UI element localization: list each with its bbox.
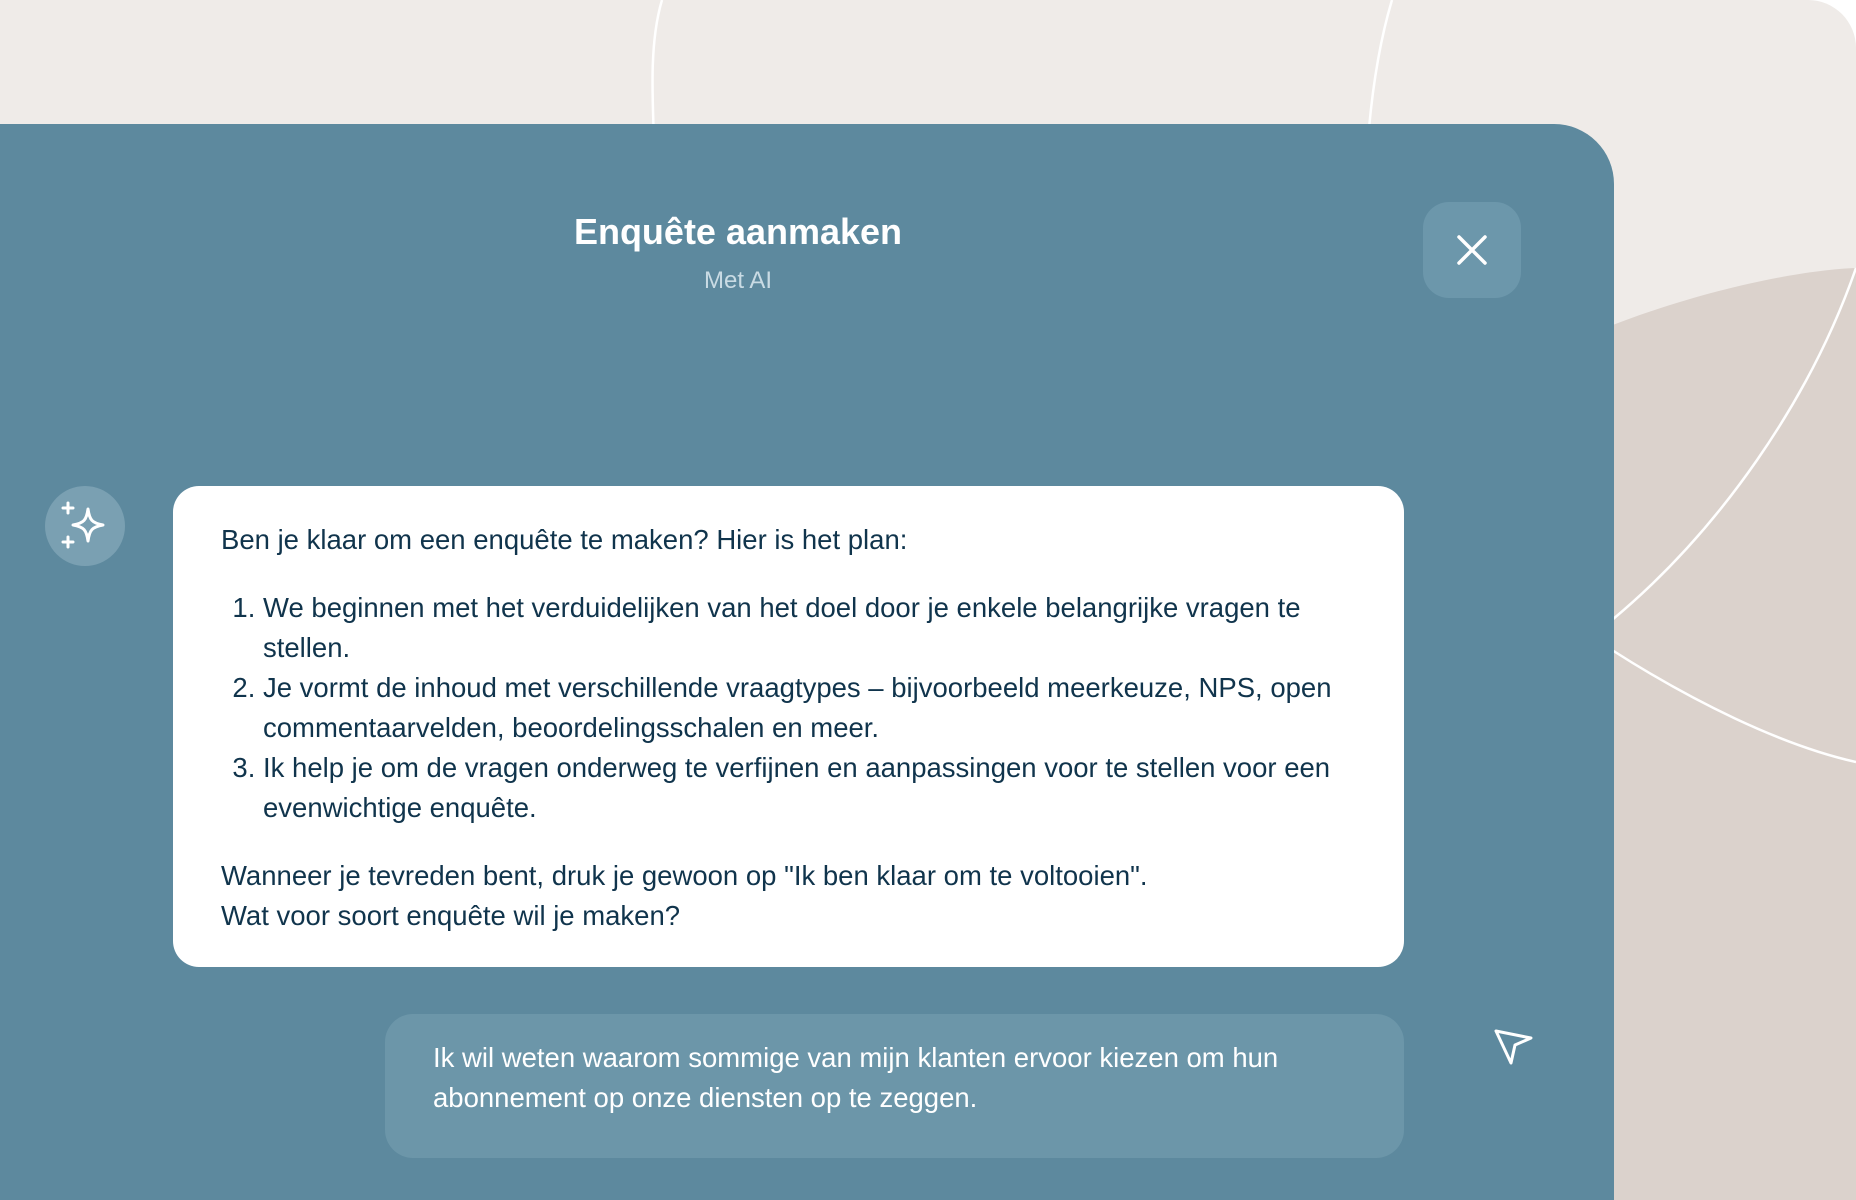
background-arc-left: [652, 0, 662, 140]
close-button[interactable]: [1423, 202, 1521, 298]
assistant-intro: Ben je klaar om een enquête te maken? Hier is het plan:: [221, 524, 908, 555]
plan-step: 1. We beginnen met het verduidelijken van het doel door je enkele belangrijke vragen te stellen.: [263, 588, 1356, 668]
dialog-subtitle: Met AI: [703, 267, 773, 294]
plan-steps-list: [221, 588, 1356, 828]
plan-step: 2. Je vormt de inhoud met verschillende vraagtypes – bijvoorbeeld meerkeuze, NPS, open commentaarvelden, beoordelingsschalen en meer.: [263, 668, 1356, 748]
assistant-avatar: [45, 486, 125, 566]
background-arc-right: [1368, 0, 1392, 140]
send-button[interactable]: [1490, 1023, 1538, 1071]
send-icon: [1493, 1026, 1535, 1068]
dialog-header: [0, 210, 1476, 296]
sparkles-icon: [60, 501, 110, 551]
close-icon: [1455, 233, 1489, 267]
ai-survey-dialog: [0, 124, 1614, 1200]
dialog-title: Enquête aanmaken: [573, 211, 903, 252]
user-message-text: Ik wil weten waarom sommige van mijn klanten ervoor kiezen om hun abonnement op onze diensten op te zeggen.: [433, 1042, 1279, 1113]
assistant-message: [173, 486, 1404, 967]
assistant-outro-line2: Wat voor soort enquête wil je maken?: [221, 900, 681, 931]
background-beige-shape: [1600, 268, 1856, 1200]
plan-step: 3. Ik help je om de vragen onderweg te verfijnen en aanpassingen voor te stellen voor een evenwichtige enquête.: [263, 748, 1356, 828]
user-message: [385, 1014, 1404, 1158]
assistant-outro-line1: Wanneer je tevreden bent, druk je gewoon op "Ik ben klaar om te voltooien".: [221, 860, 1148, 891]
